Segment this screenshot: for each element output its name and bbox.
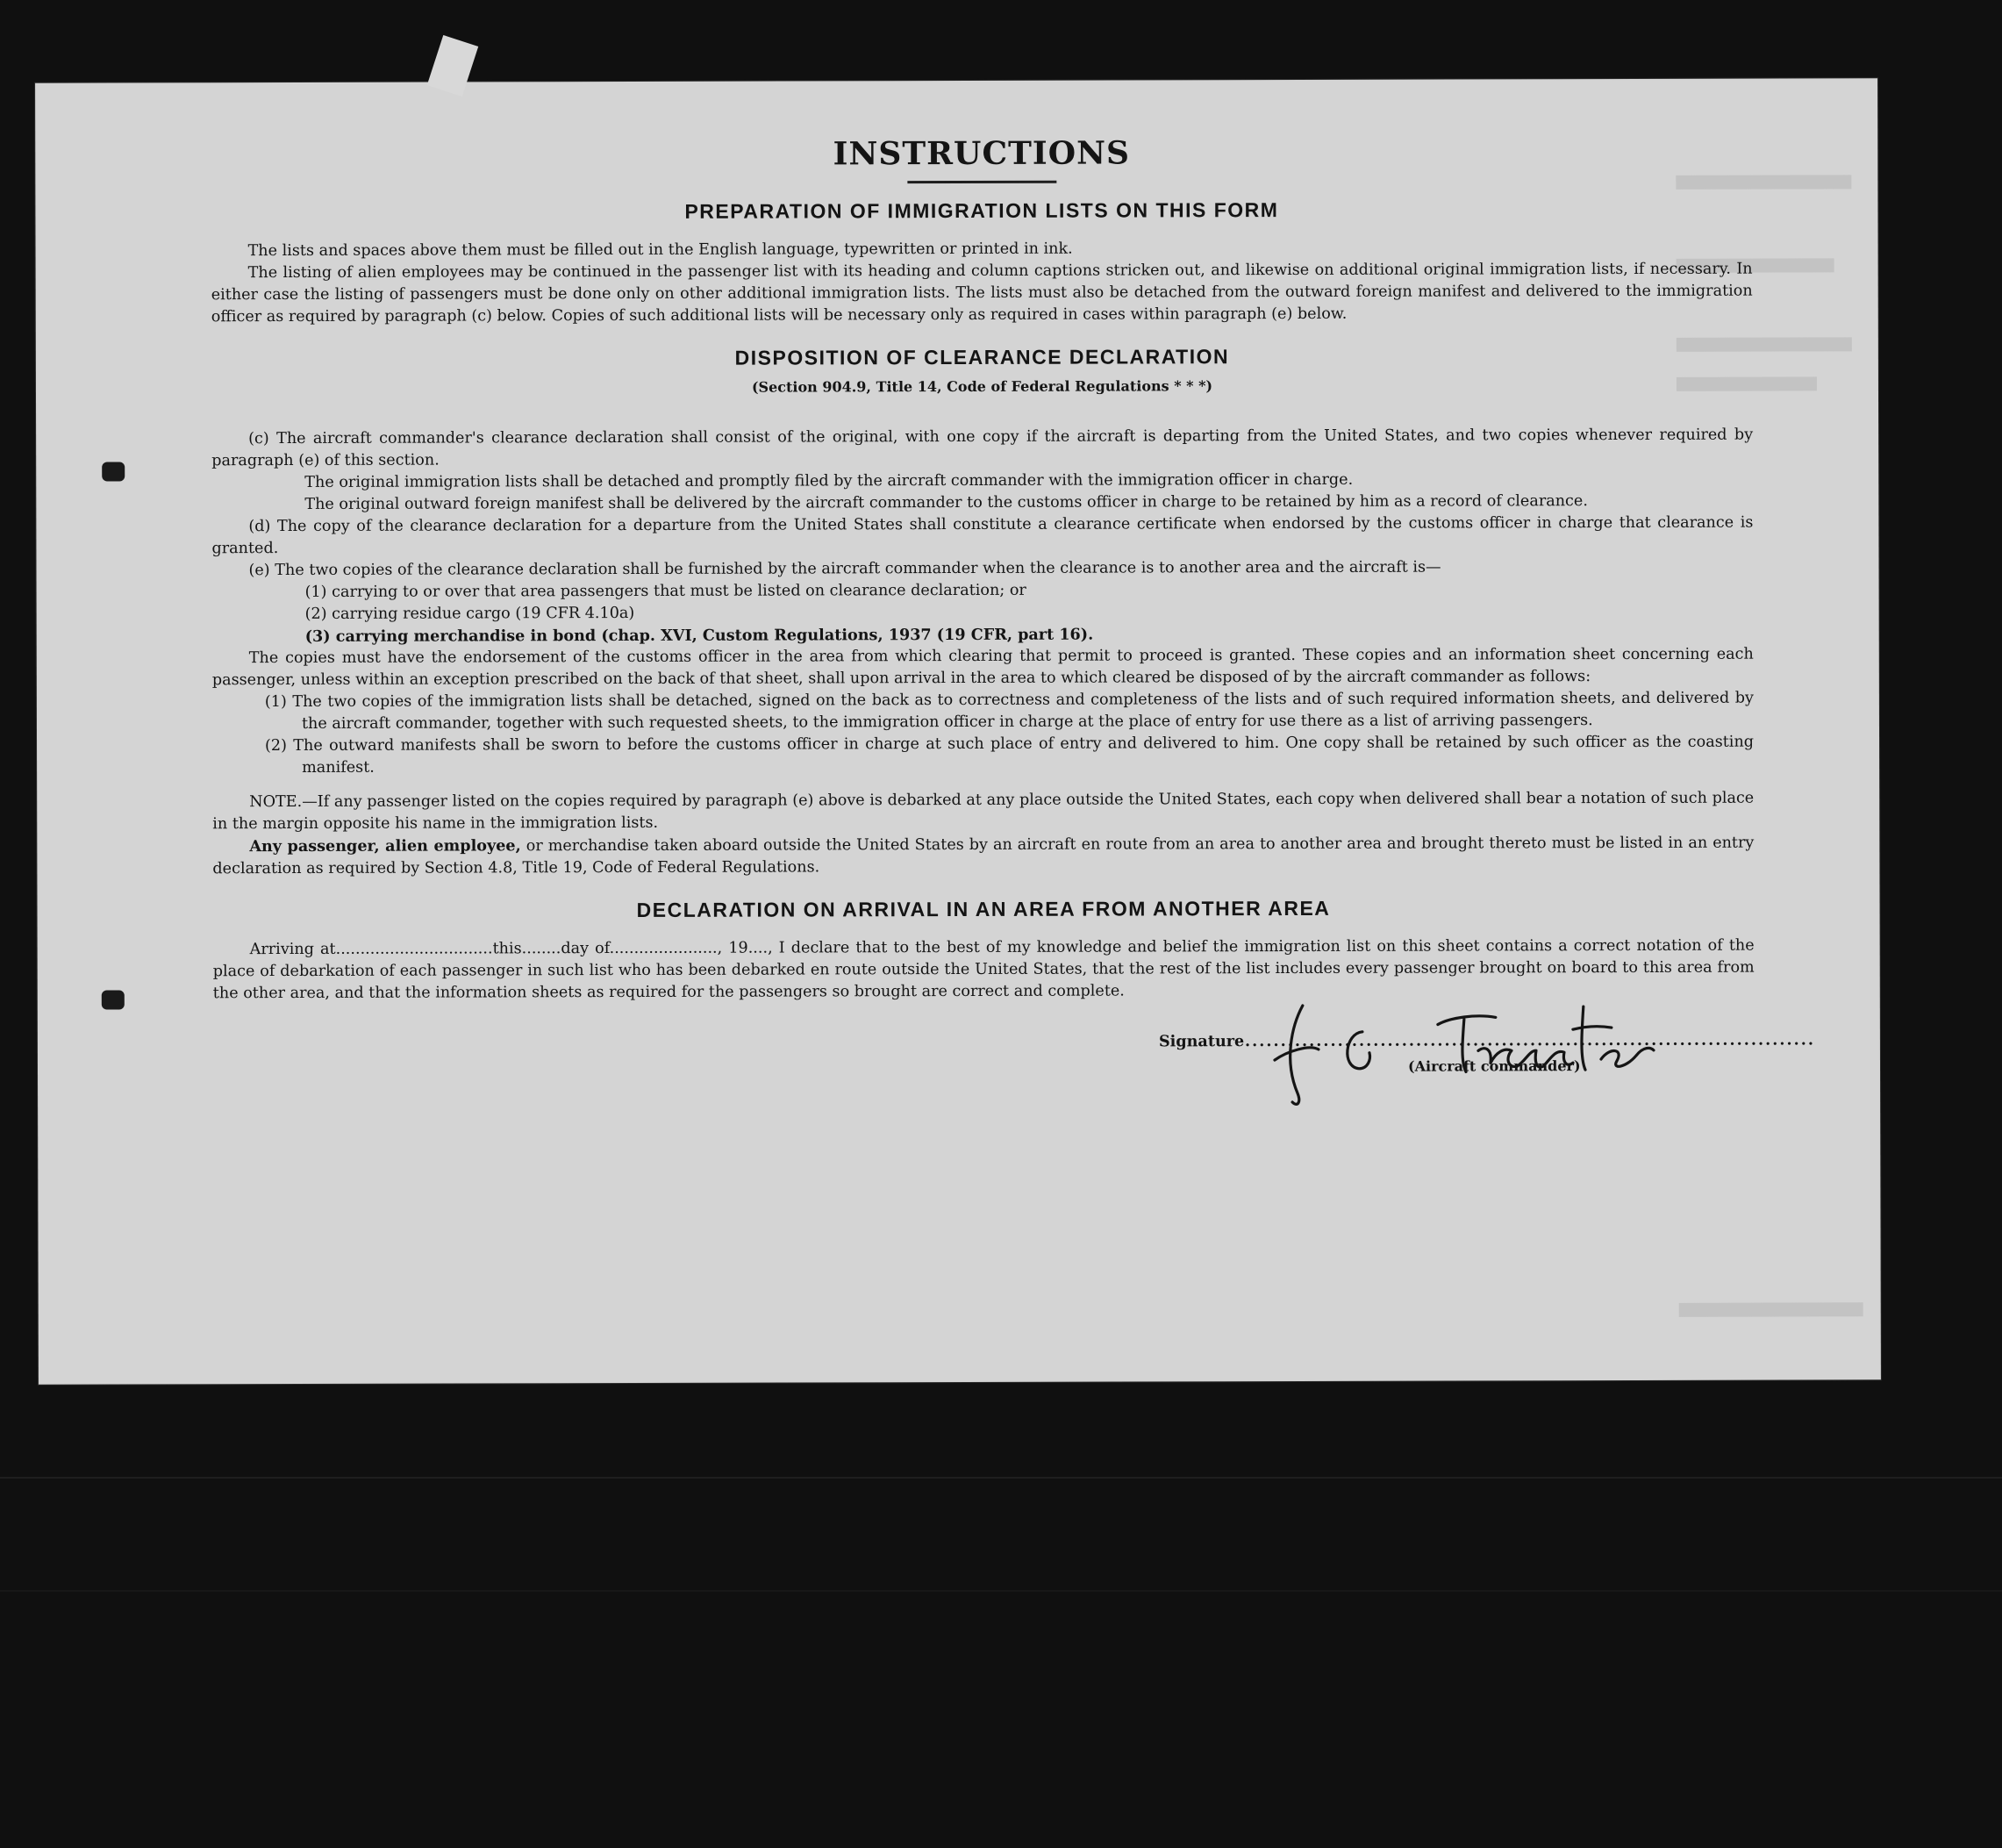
signature-block (213, 1017, 1815, 1075)
paragraph: The lists and spaces above them must be filled out in the English language, typewritten or printed in ink. (247, 240, 1073, 261)
instructions-content (211, 133, 1815, 1075)
scan-line (0, 1590, 2002, 1592)
note-paragraph: NOTE.—If any passenger listed on the copies required by paragraph (e) above is debarked at any place outside the United States, each copy when delivered shall bear a notation of such place in the margin opposite his name in the immigration lists. (212, 789, 1755, 834)
section-heading-preparation: PREPARATION OF IMMIGRATION LISTS ON THIS FORM (684, 198, 1279, 223)
page-title: INSTRUCTIONS (833, 134, 1131, 173)
bleed-through-mark (1679, 1302, 1863, 1317)
section-heading-declaration: DECLARATION ON ARRIVAL IN AN AREA FROM ANOTHER AREA (636, 896, 1331, 921)
paragraph-d: (d) The copy of the clearance declaration for a departure from the United States shall constitute a clearance certificate when endorsed by the customs officer in charge that clearance is granted. (211, 513, 1754, 558)
list-item: (3) carrying merchandise in bond (chap. XVI, Custom Regulations, 1937 (19 CFR, part 16). (304, 625, 1094, 646)
paragraph-c: (c) The aircraft commander's clearance declaration shall consist of the original, with one copy if the aircraft is departing from the United States, and two copies whenever required by paragraph (e) of this section. (211, 426, 1754, 470)
declaration-paragraph: Arriving at................................this........day of......................, 19...., I declare that to the best of my knowledge and belief the immigration list on this sheet contains a correct notation of the place of debarkation of each passenger in such list who has been debarked en route outside the United States, that the rest of the list includes every passenger brought on board to this area from the other area, and that the information sheets as required for the passengers so brought are correct and complete. (212, 936, 1755, 1003)
binding-hole-mark (102, 462, 125, 481)
handwritten-signature (1257, 998, 1670, 1113)
binding-hole-mark (102, 990, 125, 1009)
signature-label: Signature (1158, 1032, 1245, 1051)
scan-line (0, 1477, 2002, 1479)
list-item: (1) The two copies of the immigration lists shall be detached, signed on the back as to correctness and completeness of the lists and of such required information sheets, and delivered by the aircraft commander, together with such requested sheets, to the immigration officer in charge at the place of entry for use there as a list of arriving passengers. (264, 689, 1754, 733)
list-item: (1) carrying to or over that area passengers that must be listed on clearance declaration; or (304, 581, 1026, 601)
paragraph-rest: or merchandise taken aboard outside the United States by an aircraft en route from an area to another area and brought thereto must be listed in an entry declaration as required by Section 4.8, Title 19, Code of Federal Regulations. (212, 834, 1755, 878)
signature-caption: (Aircraft commander) (1407, 1057, 1581, 1075)
signature-line: ................................................................................ (1244, 1030, 1815, 1051)
bold-lead: Any passenger, alien employee, (249, 836, 521, 856)
paragraph: The copies must have the endorsement of the customs officer in the area from which clearing that permit to proceed is granted. These copies and an information sheet concerning each passenger, unless within an exception prescribed on the back of that sheet, shall upon arrival in the area to which cleared be disposed of by the aircraft commander as follows: (211, 645, 1754, 690)
paragraph-e: (e) The two copies of the clearance declaration shall be furnished by the aircraft commander when the clearance is to another area and the aircraft is— (248, 558, 1441, 580)
paragraph (212, 832, 1754, 881)
list-item: (2) carrying residue cargo (19 CFR 4.10a) (304, 604, 635, 623)
document-page (35, 78, 1881, 1384)
paragraph: The original outward foreign manifest shall be delivered by the aircraft commander to the customs officer in charge to be retained by him as a record of clearance. (304, 492, 1588, 513)
paragraph: The listing of alien employees may be continued in the passenger list with its heading and column captions stricken out, and likewise on additional original immigration lists, if necessary. In either case the listing of passengers must be done only on other additional immigration lists. The lists must also be detached from the outward foreign manifest and delivered to the immigration officer as required by paragraph (c) below. Copies of such additional lists will be necessary only as required in cases within paragraph (e) below. (211, 260, 1753, 326)
section-citation: (Section 904.9, Title 14, Code of Federal Regulations * * *) (751, 377, 1213, 396)
title-underline (907, 181, 1056, 183)
section-heading-disposition: DISPOSITION OF CLEARANCE DECLARATION (734, 345, 1230, 369)
list-item: (2) The outward manifests shall be sworn to before the customs officer in charge at such place of entry and delivered to him. One copy shall be retained by such officer as the coasting manifest. (265, 733, 1755, 777)
paragraph: The original immigration lists shall be detached and promptly filed by the aircraft commander with the immigration officer in charge. (304, 470, 1354, 491)
